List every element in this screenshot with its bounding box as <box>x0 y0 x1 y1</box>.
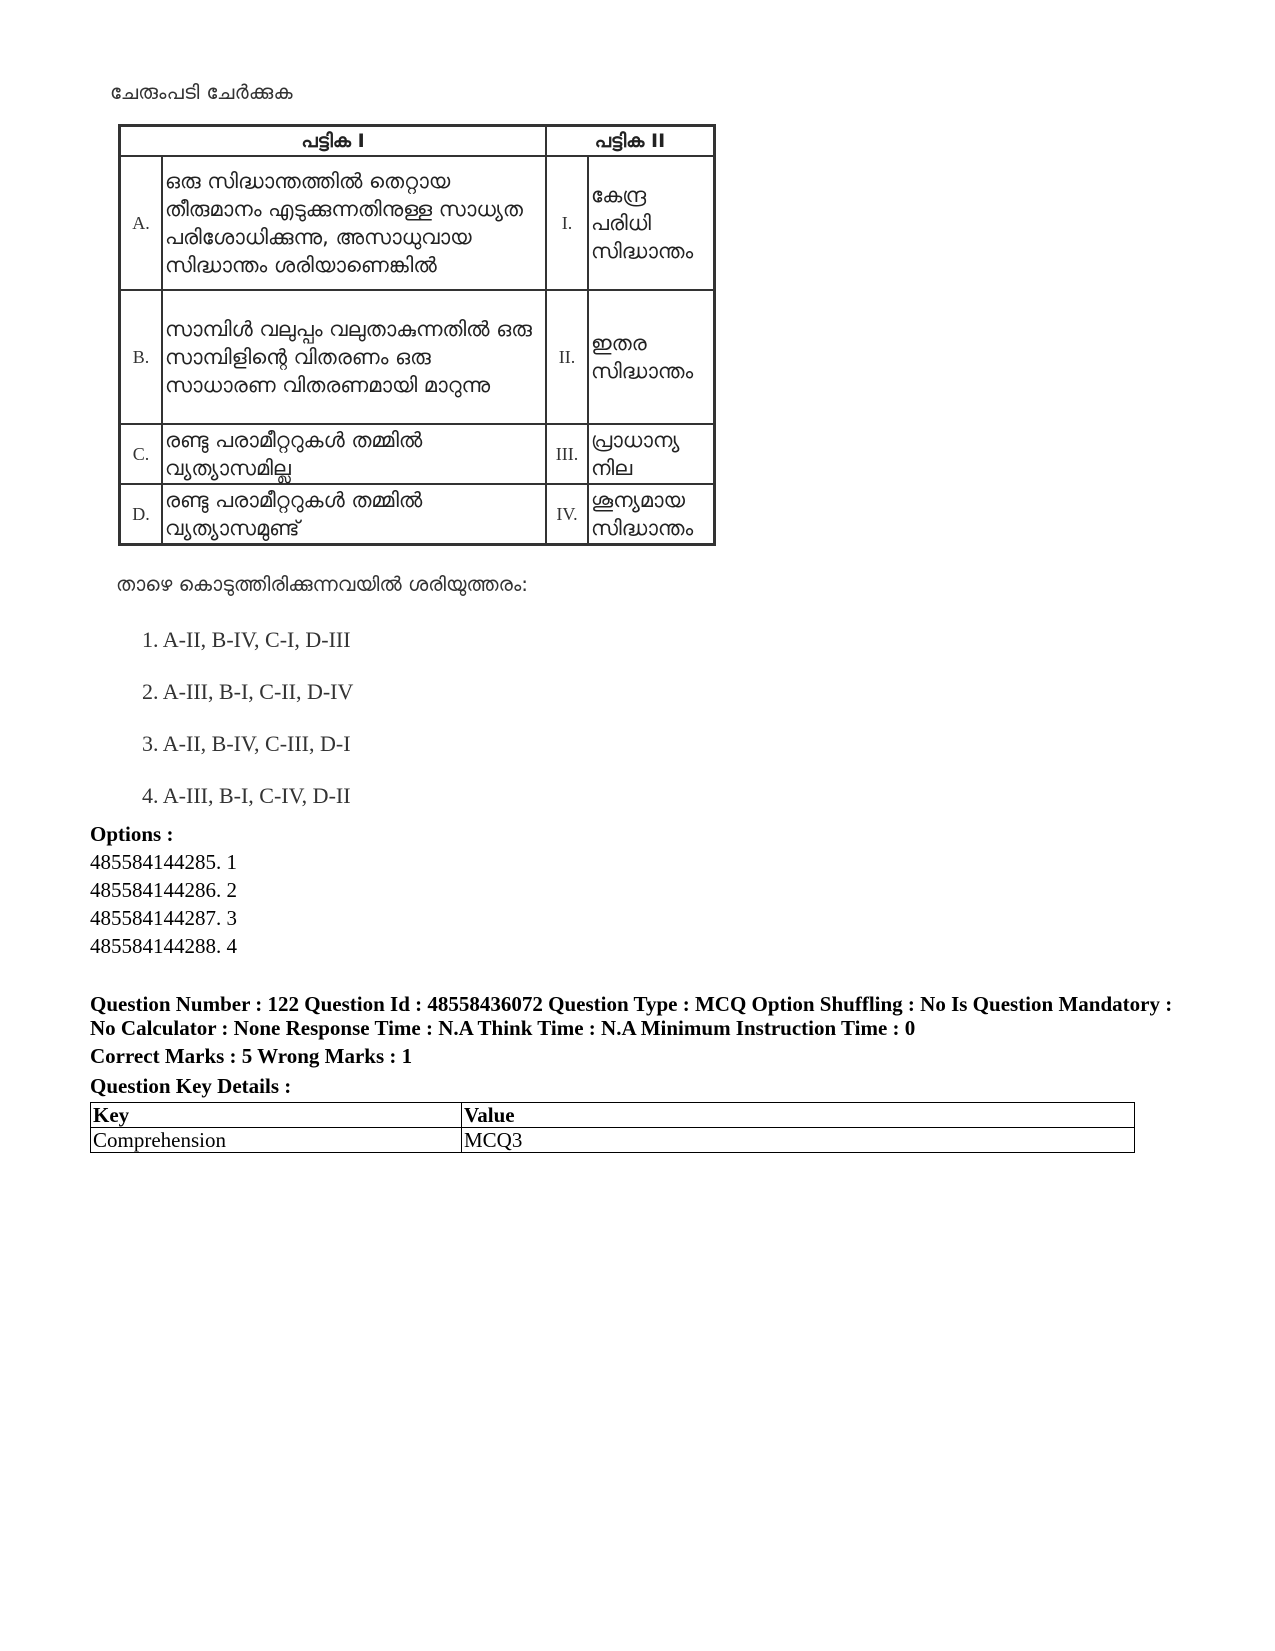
row-statement: രണ്ടു പരാമീറ്ററുകൾ തമ്മിൽ വ്യത്യാസമുണ്ട് <box>162 484 546 545</box>
key-cell: Comprehension <box>91 1128 462 1153</box>
choice-item: 4. A-III, B-I, C-IV, D-II <box>142 783 351 808</box>
options-block <box>90 820 237 960</box>
key-table-header <box>91 1103 1135 1128</box>
row-letter: A. <box>120 156 163 290</box>
key-table <box>90 1102 1135 1153</box>
row-letter: C. <box>120 424 163 484</box>
question-details: Question Number : 122 Question Id : 48558436072 Question Type : MCQ Option Shuffling : No Is Question Mandatory : No Calculator : None Response Time : N.A Think Time : N.A Minimum Instruction Time : 0 <box>90 992 1173 1040</box>
row-statement: ഒരു സിദ്ധാന്തത്തിൽ തെറ്റായ തീരുമാനം എടുക്കുന്നതിനുള്ള സാധ്യത പരിശോധിക്കുന്നു, അസാധുവായ സിദ്ധാന്തം ശരിയാണെങ്കിൽ <box>162 156 546 290</box>
key-column-header: Key <box>91 1103 462 1128</box>
option-item: 485584144288. 4 <box>90 934 237 958</box>
choice-list <box>142 614 730 822</box>
list-2-header: പട്ടിക II <box>546 126 715 157</box>
table-row <box>91 1128 1135 1153</box>
list-1-header: പട്ടിക I <box>120 126 547 157</box>
row-roman: II. <box>546 290 588 424</box>
option-item: 485584144286. 2 <box>90 878 237 902</box>
key-details-heading: Question Key Details : <box>90 1074 292 1098</box>
match-table-header <box>120 126 715 157</box>
option-item: 485584144287. 3 <box>90 906 237 930</box>
match-row <box>120 424 715 484</box>
row-statement: രണ്ടു പരാമീറ്ററുകൾ തമ്മിൽ വ്യത്യാസമില്ല <box>162 424 546 484</box>
row-item: കേന്ദ്ര പരിധി സിദ്ധാന്തം <box>588 156 715 290</box>
row-letter: B. <box>120 290 163 424</box>
marks-line: Correct Marks : 5 Wrong Marks : 1 <box>90 1044 413 1068</box>
match-instruction: ചേരുംപടി ചേർക്കുക <box>110 80 293 104</box>
choice-item: 3. A-II, B-IV, C-III, D-I <box>142 731 351 756</box>
row-letter: D. <box>120 484 163 545</box>
match-row <box>120 290 715 424</box>
row-roman: III. <box>546 424 588 484</box>
question-stem: താഴെ കൊടുത്തിരിക്കുന്നവയിൽ ശരിയുത്തരം: <box>116 572 528 596</box>
question-metadata <box>90 992 1190 1098</box>
option-item: 485584144285. 1 <box>90 850 237 874</box>
choice-item: 1. A-II, B-IV, C-I, D-III <box>142 627 351 652</box>
row-item: പ്രാധാന്യ നില <box>588 424 715 484</box>
row-roman: I. <box>546 156 588 290</box>
value-column-header: Value <box>462 1103 1135 1128</box>
choice-item: 2. A-III, B-I, C-II, D-IV <box>142 679 354 704</box>
value-cell: MCQ3 <box>462 1128 1135 1153</box>
row-statement: സാമ്പിൾ വലുപ്പം വലുതാകുന്നതിൽ ഒരു സാമ്പിളിന്റെ വിതരണം ഒരു സാധാരണ വിതരണമായി മാറുന്നു <box>162 290 546 424</box>
match-table <box>118 124 716 546</box>
match-row <box>120 484 715 545</box>
options-heading: Options : <box>90 822 174 846</box>
row-item: ഇതര സിദ്ധാന്തം <box>588 290 715 424</box>
row-roman: IV. <box>546 484 588 545</box>
question-image <box>110 80 730 822</box>
row-item: ശൂന്യമായ സിദ്ധാന്തം <box>588 484 715 545</box>
match-row <box>120 156 715 290</box>
